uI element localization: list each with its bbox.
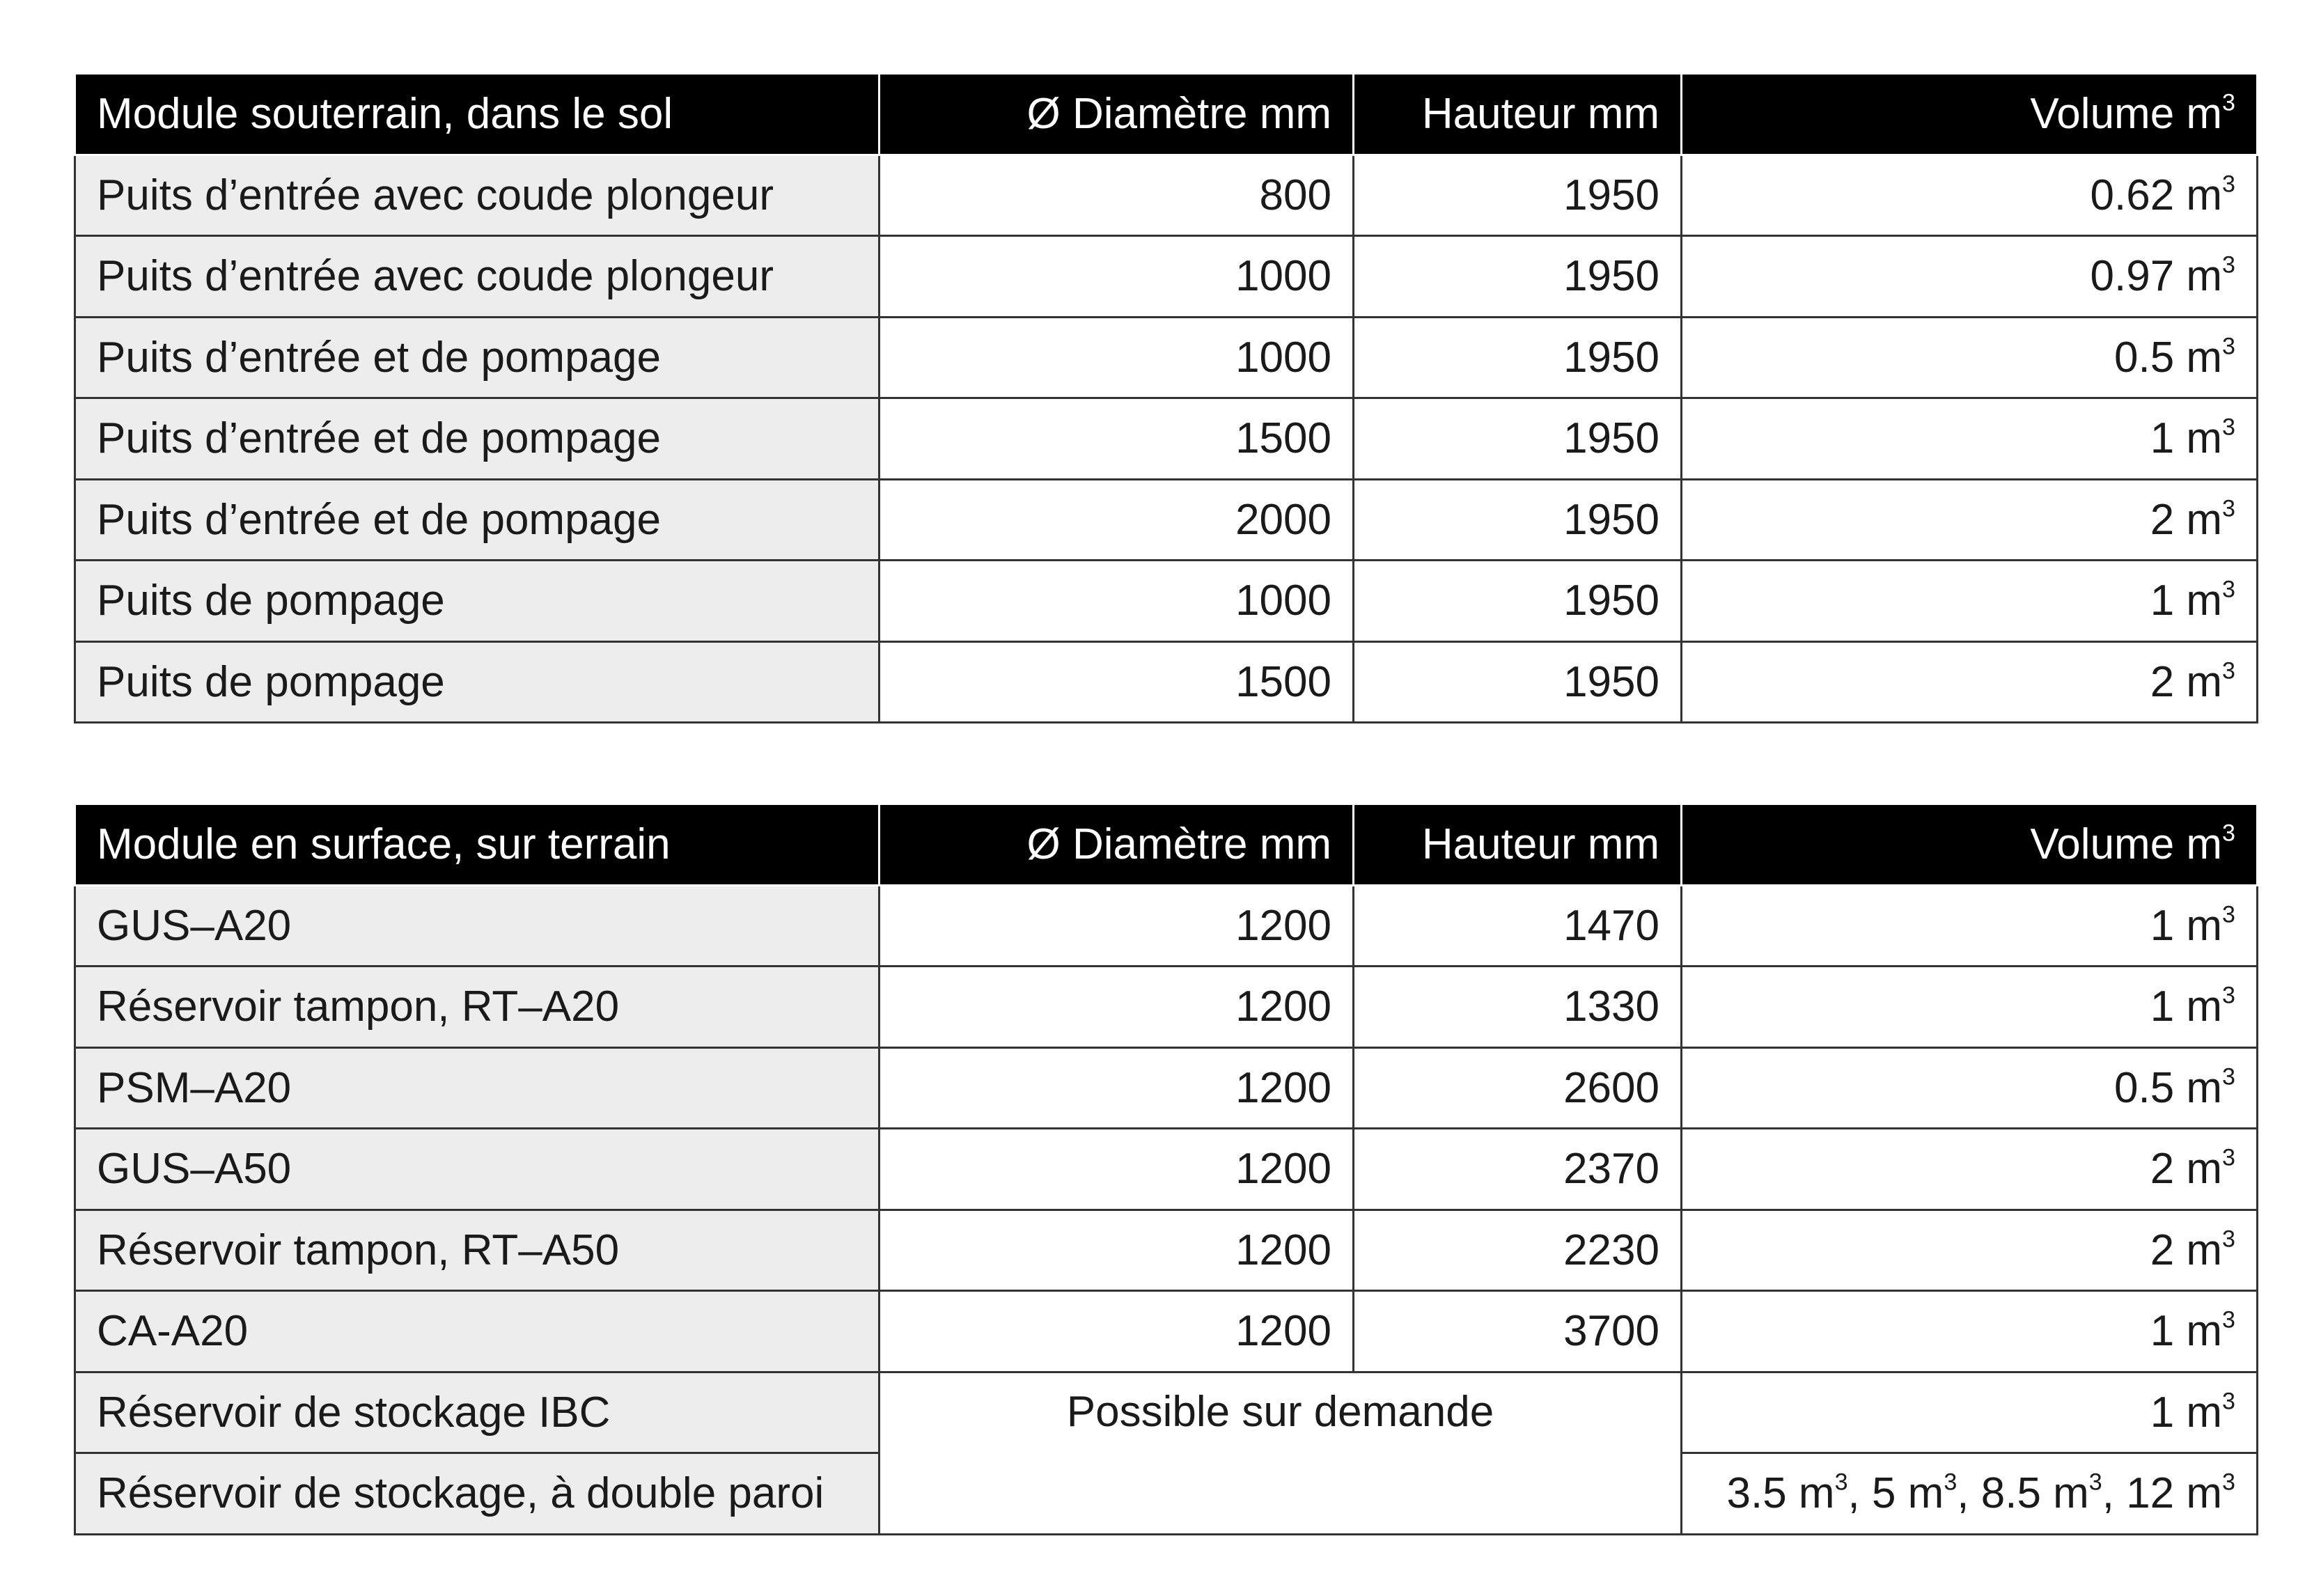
header-diameter: Ø Diamètre mm — [880, 74, 1354, 155]
header-module: Module en surface, sur terrain — [75, 804, 880, 886]
header-height: Hauteur mm — [1354, 804, 1682, 886]
cell-volume: 2 $m^3$ — [1682, 641, 2258, 723]
cell-diameter: 1200 — [880, 1210, 1354, 1291]
cell-height: 1950 — [1354, 561, 1682, 642]
header-row — [75, 74, 2258, 155]
cell-diameter: 1500 — [880, 398, 1354, 480]
table-row — [75, 1210, 2258, 1291]
table-row — [75, 561, 2258, 642]
table-row — [75, 398, 2258, 480]
cell-diameter: 1200 — [880, 1129, 1354, 1210]
cell-height: 1950 — [1354, 236, 1682, 318]
cell-module: GUS–A20 — [75, 885, 880, 967]
table-row — [75, 1047, 2258, 1129]
cell-volume-list: 3.5 $m^3$, 5 $m^3$, 8.5 $m^3$, 12 $m^3$ — [1682, 1453, 2258, 1535]
cell-height: 3700 — [1354, 1291, 1682, 1372]
cell-diameter: 2000 — [880, 479, 1354, 561]
header-height: Hauteur mm — [1354, 74, 1682, 155]
cell-volume: 0.5 $m^3$ — [1682, 317, 2258, 398]
cell-volume: 1 $m^3$ — [1682, 561, 2258, 642]
table-row — [75, 885, 2258, 967]
cell-volume: 1 $m^3$ — [1682, 1372, 2258, 1453]
cell-volume: 2 $m^3$ — [1682, 1210, 2258, 1291]
cell-diameter: 1200 — [880, 885, 1354, 967]
table-row — [75, 317, 2258, 398]
cell-diameter: 1000 — [880, 561, 1354, 642]
header-volume: Volume $m^3$ — [1682, 804, 2258, 886]
cell-module: Puits d’entrée avec coude plongeur — [75, 236, 880, 318]
cell-diameter: 1000 — [880, 317, 1354, 398]
cell-height: 2600 — [1354, 1047, 1682, 1129]
cell-volume: 0.5 $m^3$ — [1682, 1047, 2258, 1129]
cell-module: Puits de pompage — [75, 641, 880, 723]
cell-module: Réservoir tampon, RT–A20 — [75, 967, 880, 1048]
cell-diameter: 800 — [880, 155, 1354, 236]
cell-volume: 2 $m^3$ — [1682, 479, 2258, 561]
header-module: Module souterrain, dans le sol — [75, 74, 880, 155]
cell-module: Puits de pompage — [75, 561, 880, 642]
table-row — [75, 1129, 2258, 1210]
cell-height: 2370 — [1354, 1129, 1682, 1210]
cell-height: 1950 — [1354, 317, 1682, 398]
cell-height: 1950 — [1354, 155, 1682, 236]
cell-diameter: 1200 — [880, 1291, 1354, 1372]
cell-diameter: 1000 — [880, 236, 1354, 318]
table-row — [75, 641, 2258, 723]
header-volume: Volume $m^3$ — [1682, 74, 2258, 155]
header-diameter: Ø Diamètre mm — [880, 804, 1354, 886]
cell-on-request-note: Possible sur demande — [880, 1372, 1682, 1534]
cell-diameter: 1500 — [880, 641, 1354, 723]
surface-modules-table — [74, 803, 2258, 1535]
table-row — [75, 479, 2258, 561]
cell-diameter: 1200 — [880, 967, 1354, 1048]
header-row — [75, 804, 2258, 886]
underground-modules-table — [74, 72, 2258, 723]
cell-module: CA-A20 — [75, 1291, 880, 1372]
cell-module: GUS–A50 — [75, 1129, 880, 1210]
table-row — [75, 1291, 2258, 1372]
table-row — [75, 236, 2258, 318]
cell-module: Réservoir de stockage IBC — [75, 1372, 880, 1453]
cell-height: 1470 — [1354, 885, 1682, 967]
cell-module: Puits d’entrée et de pompage — [75, 479, 880, 561]
cell-volume: 1 $m^3$ — [1682, 1291, 2258, 1372]
table-row — [75, 967, 2258, 1048]
cell-diameter: 1200 — [880, 1047, 1354, 1129]
cell-module: Réservoir tampon, RT–A50 — [75, 1210, 880, 1291]
cell-module: Puits d’entrée et de pompage — [75, 317, 880, 398]
cell-height: 2230 — [1354, 1210, 1682, 1291]
cell-module: Puits d’entrée avec coude plongeur — [75, 155, 880, 236]
cell-volume: 1 $m^3$ — [1682, 967, 2258, 1048]
cell-volume: 2 $m^3$ — [1682, 1129, 2258, 1210]
cell-volume: 0.62 $m^3$ — [1682, 155, 2258, 236]
table-row — [75, 155, 2258, 236]
cell-volume: 0.97 $m^3$ — [1682, 236, 2258, 318]
cell-module: PSM–A20 — [75, 1047, 880, 1129]
cell-volume: 1 $m^3$ — [1682, 398, 2258, 480]
table-row — [75, 1372, 2258, 1453]
cell-height: 1330 — [1354, 967, 1682, 1048]
cell-height: 1950 — [1354, 479, 1682, 561]
cell-module: Puits d’entrée et de pompage — [75, 398, 880, 480]
cell-height: 1950 — [1354, 641, 1682, 723]
cell-module: Réservoir de stockage, à double paroi — [75, 1453, 880, 1535]
cell-volume: 1 $m^3$ — [1682, 885, 2258, 967]
cell-height: 1950 — [1354, 398, 1682, 480]
